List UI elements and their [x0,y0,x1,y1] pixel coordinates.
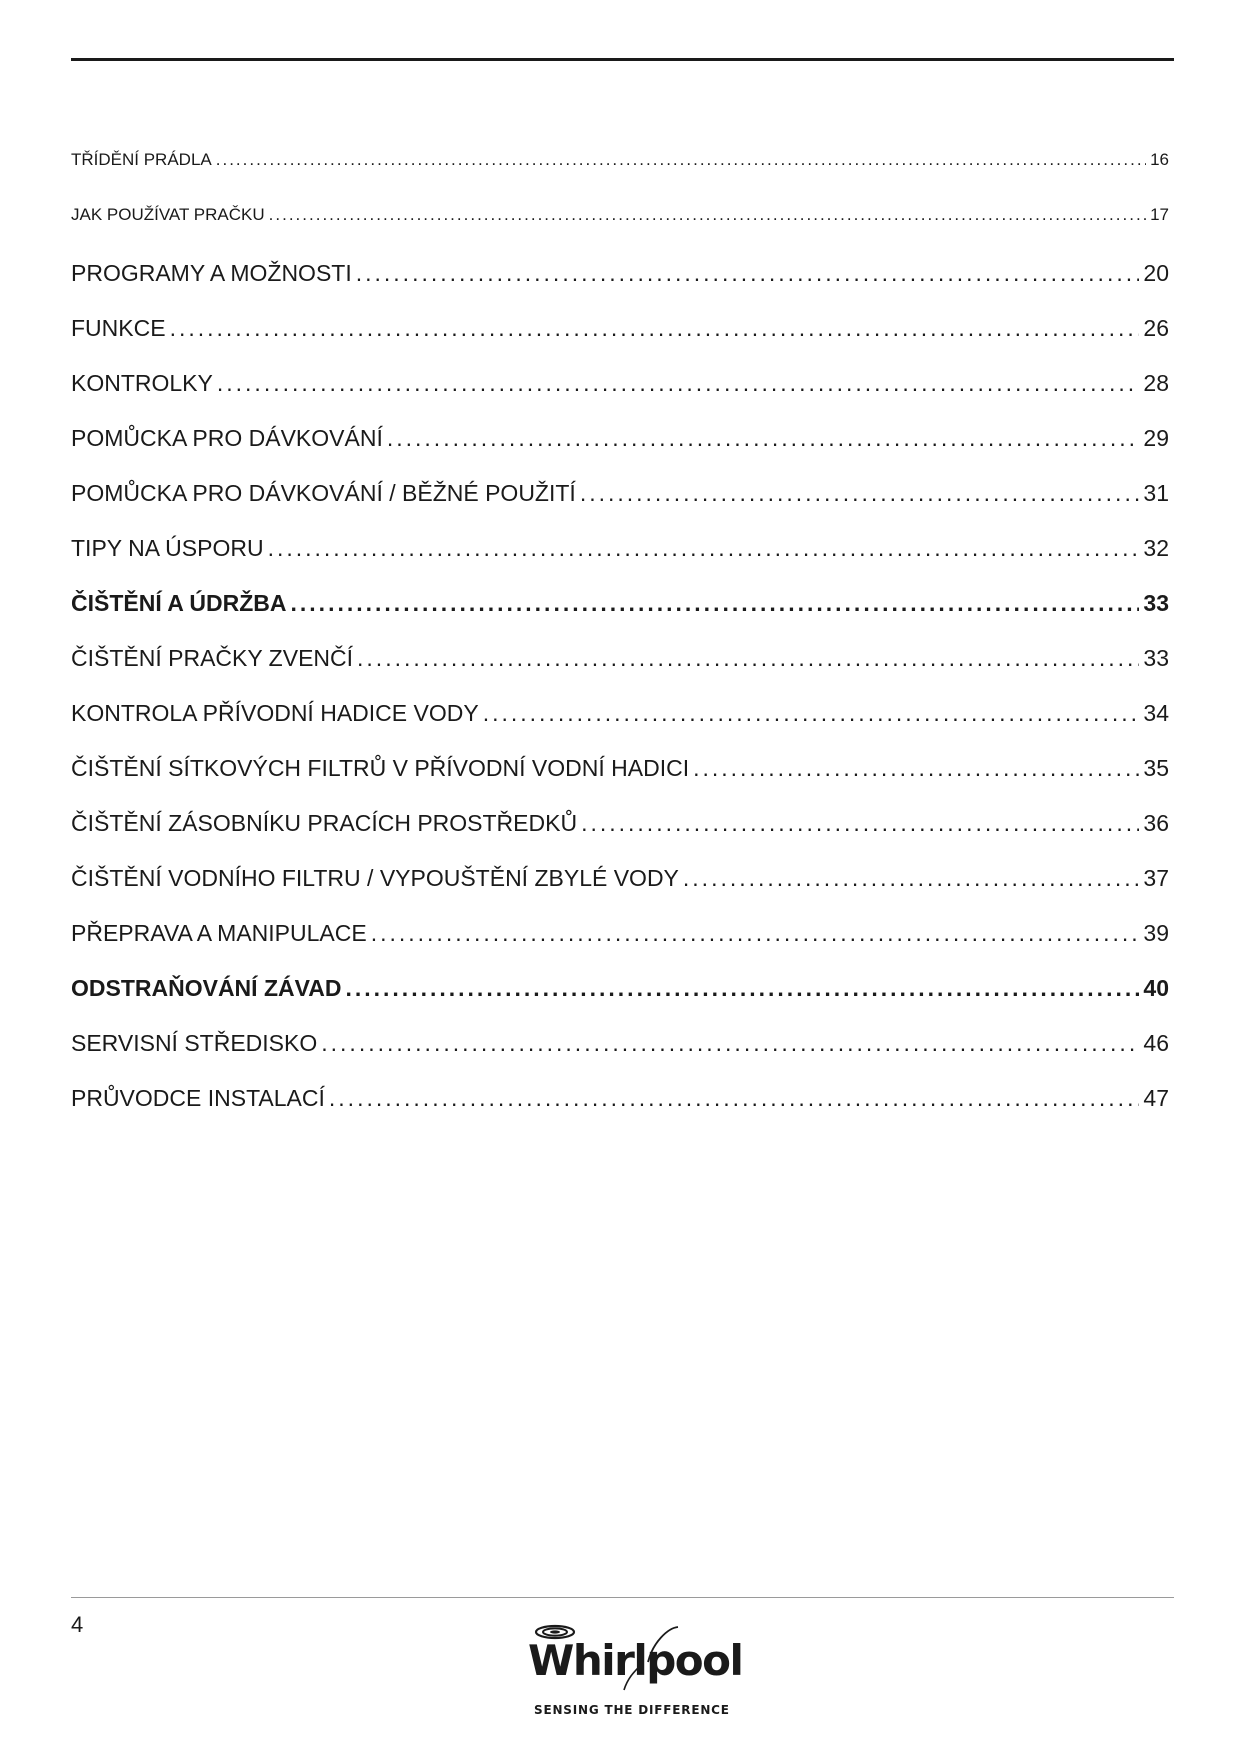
toc-entry[interactable] [71,810,1169,865]
toc-entry-page: 16 [1150,150,1169,169]
toc-entry[interactable] [71,425,1169,480]
toc-entry[interactable] [71,260,1169,315]
toc-entry[interactable] [71,480,1169,535]
toc-entry-page: 29 [1143,425,1169,451]
toc-entry[interactable] [71,645,1169,700]
toc-entry-title: TŘÍDĚNÍ PRÁDLA [71,150,212,169]
toc-entry[interactable] [71,975,1169,1030]
toc-entry-title: ODSTRAŇOVÁNÍ ZÁVAD [71,975,342,1001]
toc-entry-page: 39 [1143,920,1169,946]
toc-entry[interactable] [71,920,1169,975]
toc-entry-page: 37 [1143,865,1169,891]
dot-leader [580,480,1140,507]
toc-entry-title: TIPY NA ÚSPORU [71,535,264,561]
toc-entry[interactable] [71,1030,1169,1085]
toc-entry[interactable] [71,1085,1169,1140]
toc-entry-page: 34 [1143,700,1169,726]
top-rule [71,58,1174,61]
dot-leader [483,700,1140,727]
dot-leader [387,425,1140,452]
toc-entry-title: POMŮCKA PRO DÁVKOVÁNÍ / BĚŽNÉ POUŽITÍ [71,480,576,506]
toc-entry-title: ČIŠTĚNÍ PRAČKY ZVENČÍ [71,645,354,671]
toc-entry-title: PRŮVODCE INSTALACÍ [71,1085,325,1111]
toc-entry-page: 46 [1143,1030,1169,1056]
dot-leader [356,260,1140,287]
toc-entry-title: ČIŠTĚNÍ ZÁSOBNÍKU PRACÍCH PROSTŘEDKŮ [71,810,578,836]
toc-entry[interactable] [71,370,1169,425]
toc-entry-page: 26 [1143,315,1169,341]
toc-entry-title: SERVISNÍ STŘEDISKO [71,1030,318,1056]
dot-leader [217,370,1140,397]
dot-leader [216,150,1146,170]
toc-entry-page: 40 [1143,975,1169,1001]
dot-leader [683,865,1140,892]
dot-leader [291,590,1140,617]
toc-entry[interactable] [71,755,1169,810]
brand-wordmark: Whirlpool [528,1636,743,1685]
toc-entry-title: JAK POUŽÍVAT PRAČKU [71,205,265,224]
toc-entry-page: 32 [1143,535,1169,561]
toc-entry[interactable] [71,315,1169,370]
dot-leader [170,315,1140,342]
toc-entry[interactable] [71,865,1169,920]
brand-tagline: SENSING THE DIFFERENCE [534,1703,730,1717]
toc-entry-title: PŘEPRAVA A MANIPULACE [71,920,367,946]
toc-entry-page: 17 [1150,205,1169,224]
dot-leader [329,1085,1140,1112]
dot-leader [321,1030,1139,1057]
toc-entry[interactable] [71,535,1169,590]
toc-entry-title: PROGRAMY A MOŽNOSTI [71,260,352,286]
footer-rule [71,1597,1174,1598]
toc-entry-page: 20 [1143,260,1169,286]
dot-leader [581,810,1139,837]
toc-entry-page: 47 [1143,1085,1169,1111]
toc-entry[interactable] [71,205,1169,260]
toc-entry-page: 35 [1143,755,1169,781]
dot-leader [345,975,1139,1002]
dot-leader [371,920,1140,947]
toc-entry-page: 28 [1143,370,1169,396]
toc-entry-title: ČIŠTĚNÍ VODNÍHO FILTRU / VYPOUŠTĚNÍ ZBYLÉ VODY [71,865,679,891]
toc-entry-page: 31 [1143,480,1169,506]
table-of-contents [71,150,1169,1140]
toc-entry-title: KONTROLA PŘÍVODNÍ HADICE VODY [71,700,479,726]
toc-entry-page: 33 [1143,645,1169,671]
toc-entry[interactable] [71,590,1169,645]
toc-entry-title: FUNKCE [71,315,166,341]
toc-entry-title: KONTROLKY [71,370,213,396]
toc-entry[interactable] [71,150,1169,205]
dot-leader [268,535,1140,562]
toc-entry-title: ČIŠTĚNÍ SÍTKOVÝCH FILTRŮ V PŘÍVODNÍ VODNÍ HADICI [71,755,690,781]
toc-entry-page: 33 [1143,590,1169,616]
page-number: 4 [71,1612,84,1637]
toc-entry-title: ČIŠTĚNÍ A ÚDRŽBA [71,590,287,616]
dot-leader [357,645,1139,672]
dot-leader [693,755,1139,782]
toc-entry[interactable] [71,700,1169,755]
toc-entry-page: 36 [1143,810,1169,836]
toc-entry-title: POMŮCKA PRO DÁVKOVÁNÍ [71,425,383,451]
dot-leader [269,205,1146,225]
